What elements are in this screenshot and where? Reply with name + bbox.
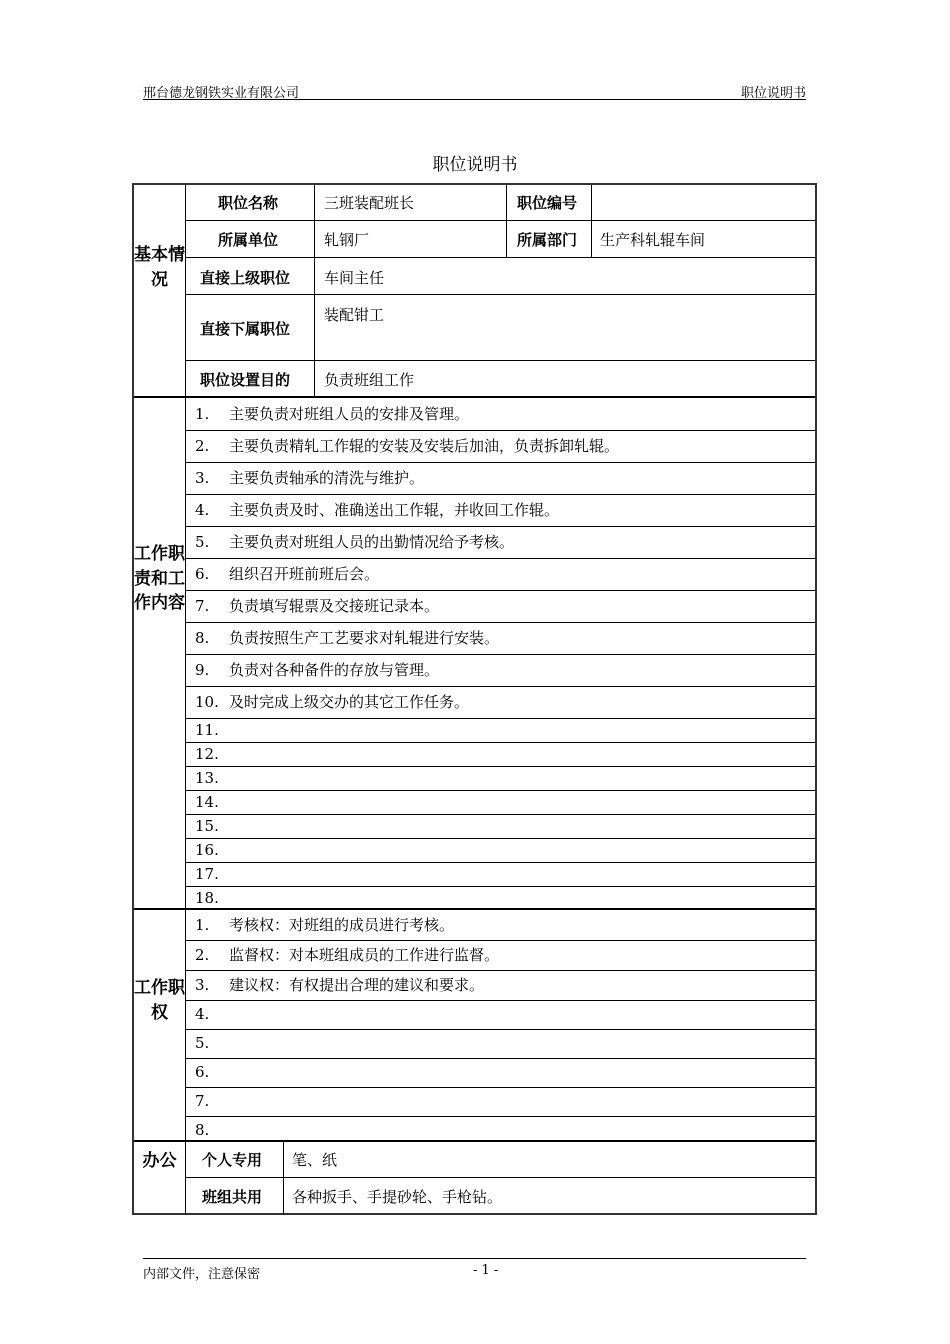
duty-row <box>185 838 815 862</box>
superior-label: 直接上级职位 <box>200 269 291 287</box>
table-rule <box>506 185 507 257</box>
personal-label: 个人专用 <box>202 1151 263 1169</box>
auth-number: 8. <box>195 1121 210 1139</box>
auth-number: 3. <box>195 976 210 994</box>
table-rule <box>185 257 815 258</box>
purpose-value: 负责班组工作 <box>324 371 415 389</box>
duty-text: 主要负责及时、准确送出工作辊，并收回工作辊。 <box>229 501 560 519</box>
auth-number: 4. <box>195 1005 210 1023</box>
duty-number: 5. <box>195 533 210 551</box>
duty-text: 负责按照生产工艺要求对轧辊进行安装。 <box>229 629 500 647</box>
shared-label: 班组共用 <box>202 1188 263 1206</box>
duty-row <box>185 886 815 910</box>
subordinate-value: 装配钳工 <box>324 306 385 324</box>
duty-number: 18. <box>195 889 219 907</box>
job-code-label: 职位编号 <box>517 194 578 212</box>
auth-row <box>185 1029 815 1058</box>
auth-number: 5. <box>195 1034 210 1052</box>
duty-text: 负责对各种备件的存放与管理。 <box>229 661 440 679</box>
subordinate-label: 直接下属职位 <box>200 320 291 338</box>
unit-label: 所属单位 <box>218 231 279 249</box>
auth-row <box>185 1087 815 1116</box>
duty-number: 8. <box>195 629 210 647</box>
duty-number: 3. <box>195 469 210 487</box>
duty-row <box>185 814 815 838</box>
duty-text: 主要负责对班组人员的出勤情况给予考核。 <box>229 533 515 551</box>
page-footer <box>143 1258 806 1282</box>
company-name: 邢台德龙钢铁实业有限公司 <box>143 86 300 101</box>
section-duties-label: 工作职责和工作内容 <box>134 544 185 613</box>
table-rule <box>591 185 592 257</box>
dept-label: 所属部门 <box>517 231 578 249</box>
table-rule <box>185 1177 815 1178</box>
section-basic-label: 基本情况 <box>134 245 185 290</box>
auth-text: 建议权：有权提出合理的建议和要求。 <box>229 976 485 994</box>
duty-row <box>185 494 815 526</box>
auth-text: 考核权：对班组的成员进行考核。 <box>229 916 455 934</box>
duty-number: 10. <box>195 693 219 711</box>
duty-row <box>185 462 815 494</box>
duty-number: 14. <box>195 793 219 811</box>
duty-number: 11. <box>195 721 219 739</box>
duty-text: 主要负责轴承的清洗与维护。 <box>229 469 425 487</box>
table-rule <box>283 1140 284 1215</box>
auth-text: 监督权：对本班组成员的工作进行监督。 <box>229 946 500 964</box>
duty-row <box>185 526 815 558</box>
auth-number: 1. <box>195 916 210 934</box>
table-rule <box>185 220 815 221</box>
section-office-label: 办公 <box>142 1151 177 1171</box>
shared-value: 各种扳手、手提砂轮、手枪钻。 <box>292 1188 503 1206</box>
superior-value: 车间主任 <box>324 269 385 287</box>
duty-text: 组织召开班前班后会。 <box>229 565 380 583</box>
auth-row <box>185 910 815 940</box>
duty-row <box>185 622 815 654</box>
duty-text: 主要负责精轧工作辊的安装及安装后加油，负责拆卸轧辊。 <box>229 437 620 455</box>
duty-number: 16. <box>195 841 219 859</box>
purpose-label: 职位设置目的 <box>200 371 291 389</box>
duty-text: 主要负责对班组人员的安排及管理。 <box>229 405 470 423</box>
duty-row <box>185 590 815 622</box>
duty-number: 13. <box>195 769 219 787</box>
job-description-table <box>132 183 817 1215</box>
auth-number: 7. <box>195 1092 210 1110</box>
duty-row <box>185 430 815 462</box>
duty-row <box>185 766 815 790</box>
duty-row <box>185 654 815 686</box>
duty-row <box>185 790 815 814</box>
personal-value: 笔、纸 <box>292 1151 338 1169</box>
auth-number: 6. <box>195 1063 210 1081</box>
table-rule <box>185 294 815 295</box>
page-title: 职位说明书 <box>432 155 518 175</box>
duty-number: 6. <box>195 565 210 583</box>
auth-row <box>185 970 815 1000</box>
duty-row <box>185 398 815 430</box>
duty-row <box>185 718 815 742</box>
section-authority-label: 工作职权 <box>134 978 185 1023</box>
duty-number: 9. <box>195 661 210 679</box>
duty-number: 12. <box>195 745 219 763</box>
job-name-label: 职位名称 <box>218 194 279 212</box>
unit-value: 轧钢厂 <box>324 231 370 249</box>
auth-row <box>185 1058 815 1087</box>
page-number: - 1 - <box>473 1263 499 1278</box>
duty-row <box>185 686 815 718</box>
duty-row <box>185 862 815 886</box>
duty-row <box>185 558 815 590</box>
header-doc-name: 职位说明书 <box>740 86 806 101</box>
dept-value: 生产科轧辊车间 <box>600 231 706 249</box>
table-rule <box>314 185 315 396</box>
duty-number: 17. <box>195 865 219 883</box>
duty-number: 7. <box>195 597 210 615</box>
auth-number: 2. <box>195 946 210 964</box>
job-name-value: 三班装配班长 <box>324 194 415 212</box>
page-header <box>143 82 806 100</box>
duty-row <box>185 742 815 766</box>
auth-row <box>185 1116 815 1145</box>
duty-number: 2. <box>195 437 210 455</box>
duty-number: 15. <box>195 817 219 835</box>
duty-number: 4. <box>195 501 210 519</box>
confidential-note: 内部文件，注意保密 <box>143 1267 261 1282</box>
table-rule <box>185 360 815 361</box>
duty-text: 及时完成上级交办的其它工作任务。 <box>229 693 470 711</box>
duty-text: 负责填写辊票及交接班记录本。 <box>229 597 440 615</box>
duty-number: 1. <box>195 405 210 423</box>
auth-row <box>185 1000 815 1029</box>
auth-row <box>185 940 815 970</box>
